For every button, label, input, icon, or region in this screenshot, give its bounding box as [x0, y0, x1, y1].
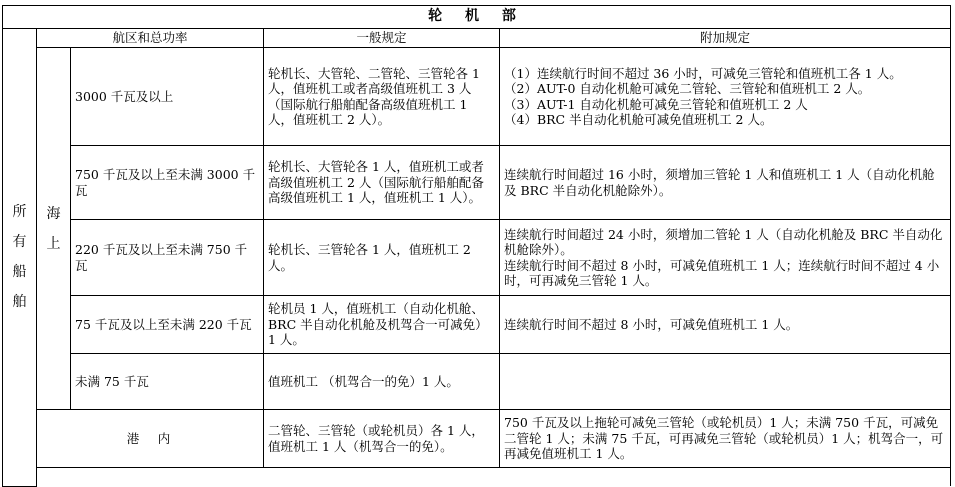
additional-cell: （1）连续航行时间不超过 36 小时，可减免三管轮和值班机工各 1 人。 （2）AUT-0 自动化机舱可减免二管轮、三管轮和值班机工 2 人。 （3）AUT-1 自动化机舱可减免三管轮和值班机工 2 人 （4）BRC 半自动化机舱可减免值班机工 2 人。 [500, 48, 951, 146]
sea-char: 海 [46, 205, 61, 222]
additional-cell: 连续航行时间不超过 8 小时，可减免值班机工 1 人。 [500, 296, 951, 354]
additional-cell: 连续航行时间超过 24 小时，须增加二管轮 1 人（自动化机舱及 BRC 半自动化机舱除外）。 连续航行时间不超过 8 小时，可减免值班机工 1 人；连续航行时间不超过 4 小时，可再减免三管轮 1 人。 [500, 220, 951, 296]
general-cell: 轮机长、三管轮各 1 人，值班机工 2 人。 [264, 220, 500, 296]
header-additional: 附加规定 [500, 29, 951, 48]
power-cell: 750 千瓦及以上至未满 3000 千瓦 [71, 146, 264, 220]
port-additional-cell: 750 千瓦及以上拖轮可减免三管轮（或轮机员）1 人；未满 750 千瓦，可减免二管轮 1 人；未满 75 千瓦，可再减免三管轮（或轮机员）1 人；机驾合一，可再减免值班机工 1 人。 [500, 410, 951, 468]
all-ships-label [3, 29, 37, 487]
all-ships-char: 舶 [12, 294, 27, 311]
additional-cell: 连续航行时间超过 16 小时，须增加三管轮 1 人和值班机工 1 人（自动化机舱及 BRC 半自动化机舱除外）。 [500, 146, 951, 220]
port-general-cell: 二管轮、三管轮（或轮机员）各 1 人，值班机工 1 人（机驾合一的免）。 [264, 410, 500, 468]
power-cell: 未满 75 千瓦 [71, 354, 264, 410]
power-cell: 3000 千瓦及以上 [71, 48, 264, 146]
sea-char: 上 [46, 235, 61, 252]
power-cell: 220 千瓦及以上至未满 750 千瓦 [71, 220, 264, 296]
all-ships-char: 船 [12, 264, 27, 281]
general-cell: 轮机长、大管轮各 1 人，值班机工或者高级值班机工 2 人（国际航行船舶配备高级值班机工 1 人，值班机工 1 人）。 [264, 146, 500, 220]
all-ships-char: 有 [12, 234, 27, 251]
sea-label [37, 48, 71, 410]
port-label: 港 内 [37, 410, 264, 468]
table-footer-row [37, 468, 951, 487]
all-ships-char: 所 [12, 204, 27, 221]
general-cell: 轮机长、大管轮、二管轮、三管轮各 1 人，值班机工或者高级值班机工 3 人（国际航行船舶配备高级值班机工 1 人，值班机工 2 人）。 [264, 48, 500, 146]
general-cell: 值班机工 （机驾合一的免）1 人。 [264, 354, 500, 410]
table-title: 轮 机 部 [3, 6, 951, 29]
header-area-power: 航区和总功率 [37, 29, 264, 48]
header-general: 一般规定 [264, 29, 500, 48]
additional-cell [500, 354, 951, 410]
power-cell: 75 千瓦及以上至未满 220 千瓦 [71, 296, 264, 354]
engine-department-table [2, 5, 951, 487]
general-cell: 轮机员 1 人，值班机工（自动化机舱、BRC 半自动化机舱及机驾合一可减免）1 人。 [264, 296, 500, 354]
